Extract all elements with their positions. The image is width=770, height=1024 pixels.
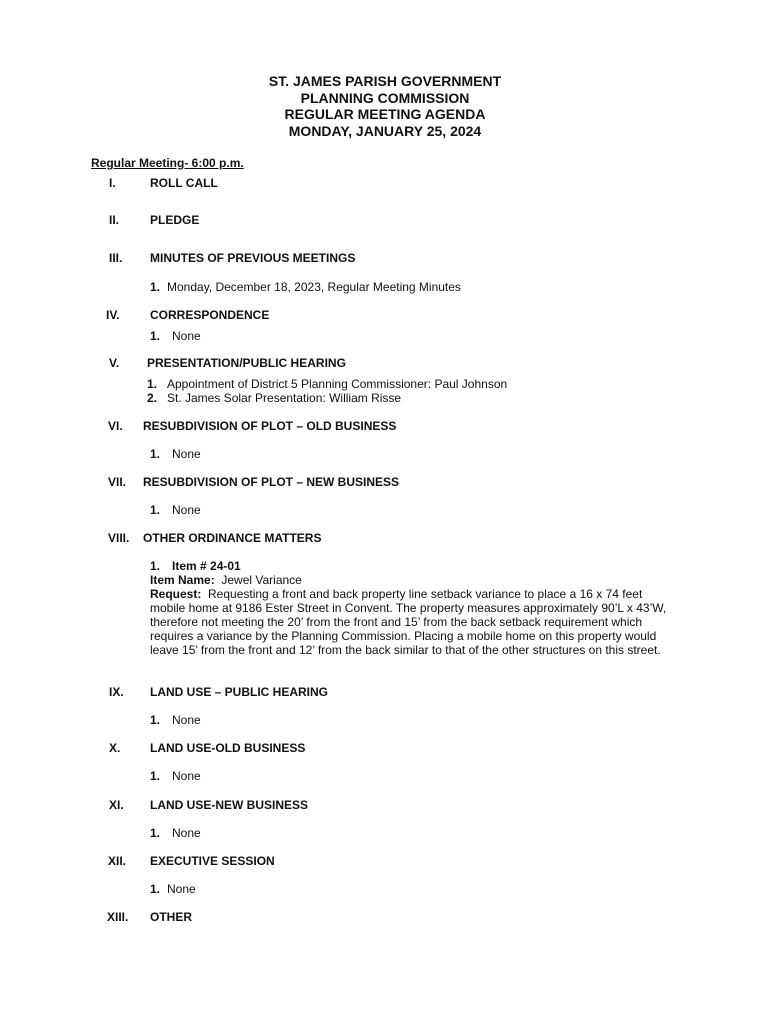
list-item	[150, 329, 201, 343]
list-item-text: St. James Solar Presentation: William Risse	[167, 391, 402, 405]
list-item-text: Appointment of District 5 Planning Commissioner: Paul Johnson	[167, 377, 508, 391]
header-line-agenda: REGULAR MEETING AGENDA	[284, 106, 486, 122]
section-numeral: VII.	[108, 475, 127, 489]
list-item-number: 2.	[147, 391, 158, 405]
section-numeral: VI.	[108, 419, 123, 433]
list-item	[150, 826, 201, 840]
list-item-text: None	[172, 769, 201, 783]
list-item-number: 1.	[150, 503, 161, 517]
section-numeral: XI.	[109, 798, 124, 812]
list-item-text: Monday, December 18, 2023, Regular Meeting Minutes	[167, 280, 461, 294]
list-item-number: 1.	[150, 329, 161, 343]
section-title-pledge: PLEDGE	[150, 213, 200, 227]
list-item	[147, 391, 401, 405]
section-title-resubdivision-new: RESUBDIVISION OF PLOT – NEW BUSINESS	[143, 475, 400, 489]
list-item-text: None	[172, 826, 201, 840]
section-title-presentation: PRESENTATION/PUBLIC HEARING	[147, 356, 346, 370]
section-numeral: II.	[109, 213, 120, 227]
list-item-number: 1.	[150, 713, 161, 727]
list-item-number: 1.	[147, 377, 158, 391]
list-item	[150, 503, 201, 517]
section-title-land-use-old: LAND USE-OLD BUSINESS	[150, 741, 306, 755]
item-name-label: Item Name:	[150, 573, 215, 587]
list-item-text: None	[172, 503, 201, 517]
item-number-label: Item # 24-01	[172, 559, 241, 573]
list-item-number: 1.	[150, 769, 161, 783]
section-numeral: IX.	[109, 685, 124, 699]
list-item-number: 1.	[150, 280, 161, 294]
item-name-value: Jewel Variance	[221, 573, 302, 587]
header-line-commission: PLANNING COMMISSION	[300, 89, 470, 106]
section-title-correspondence: CORRESPONDENCE	[150, 308, 270, 322]
section-numeral: V.	[109, 356, 120, 370]
section-title-roll-call: ROLL CALL	[150, 176, 218, 190]
section-numeral: XII.	[108, 854, 127, 868]
request-label: Request:	[150, 587, 202, 601]
list-item	[150, 447, 201, 461]
section-title-land-use-new: LAND USE-NEW BUSINESS	[150, 798, 309, 812]
section-numeral: X.	[109, 741, 121, 755]
section-title-resubdivision-old: RESUBDIVISION OF PLOT – OLD BUSINESS	[143, 419, 397, 433]
section-title-other: OTHER	[150, 910, 192, 924]
section-title-executive-session: EXECUTIVE SESSION	[150, 854, 275, 868]
section-title-land-use-hearing: LAND USE – PUBLIC HEARING	[150, 685, 329, 699]
section-title-minutes: MINUTES OF PREVIOUS MEETINGS	[150, 251, 356, 265]
list-item	[150, 882, 196, 896]
list-item-text: None	[167, 882, 196, 896]
list-item-number: 1.	[150, 826, 161, 840]
list-item-number: 1.	[150, 559, 161, 573]
list-item-text: None	[172, 447, 201, 461]
section-numeral: III.	[109, 251, 123, 265]
list-item-number: 1.	[150, 882, 161, 896]
section-numeral: IV.	[106, 308, 120, 322]
header-line-date: MONDAY, JANUARY 25, 2024	[288, 122, 482, 139]
section-title-ordinance: OTHER ORDINANCE MATTERS	[143, 531, 322, 545]
list-item	[150, 769, 201, 783]
meeting-time: Regular Meeting- 6:00 p.m.	[91, 156, 244, 170]
agenda-header	[0, 73, 770, 139]
list-item	[150, 280, 461, 294]
header-line-government: ST. JAMES PARISH GOVERNMENT	[268, 73, 502, 89]
section-numeral: I.	[109, 176, 116, 190]
ordinance-item-number	[150, 559, 241, 573]
section-numeral: VIII.	[108, 531, 130, 545]
list-item-number: 1.	[150, 447, 161, 461]
section-numeral: XIII.	[107, 910, 129, 924]
list-item-text: None	[172, 329, 201, 343]
ordinance-item-name	[150, 573, 302, 587]
list-item	[147, 377, 507, 391]
ordinance-request	[150, 587, 680, 657]
request-text: Requesting a front and back property line setback variance to place a 16 x 74 feet mobile home at 9186 Ester Street in Convent. The property measures approximately 90’L x 43’W, therefore not meeting the 20’ from the front and 15’ from the back setback requirement which requires a variance by the Planning Commission. Placing a mobile home on this property would leave 15’ from the front and 12’ from the back similar to that of the other structures on this street.	[150, 587, 667, 657]
list-item-text: None	[172, 713, 201, 727]
list-item	[150, 713, 201, 727]
